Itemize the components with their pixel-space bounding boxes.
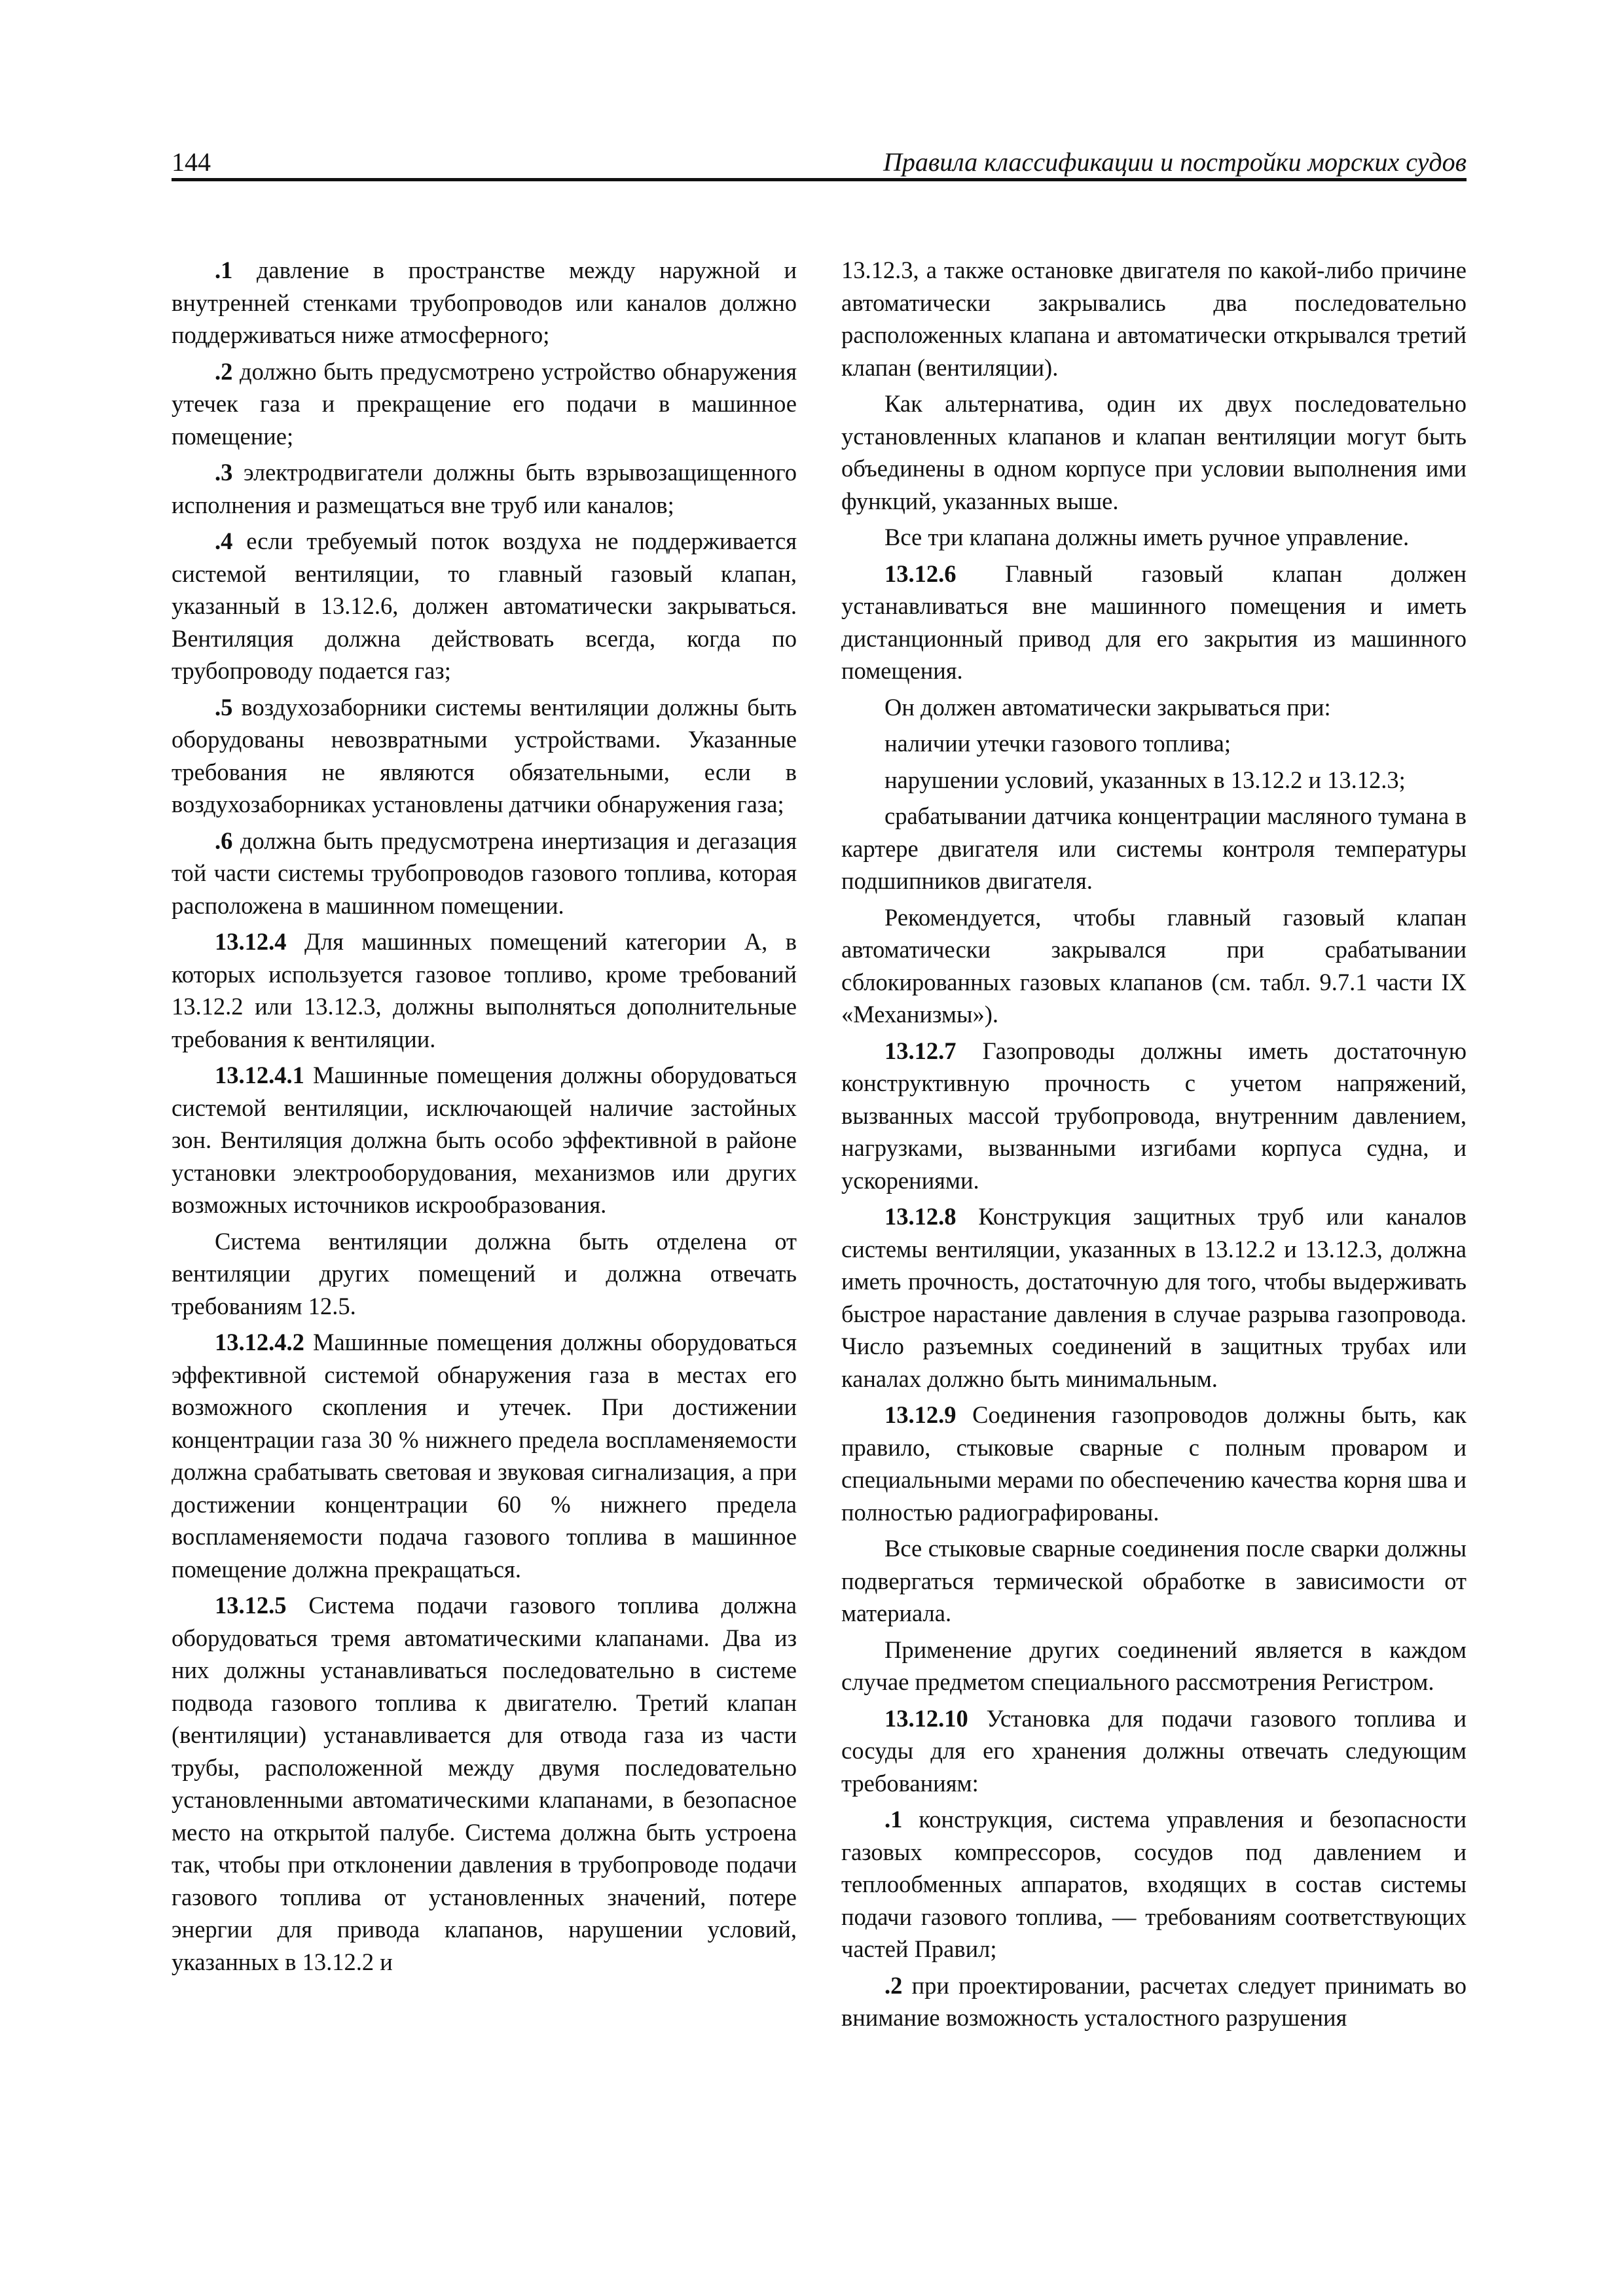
clause-number: .4: [215, 528, 233, 554]
paragraph-text: наличии утечки газового топлива;: [884, 730, 1231, 757]
clause-number: .3: [215, 459, 233, 486]
clause-number: 13.12.4: [215, 928, 287, 955]
right-column: [841, 254, 1467, 2038]
paragraph: [841, 764, 1467, 797]
paragraph-text: срабатывании датчика концентрации масляного тумана в картере двигателя или системы контроля температуры подшипников двигателя.: [841, 802, 1467, 894]
paragraph: [172, 1326, 797, 1585]
paragraph: [172, 254, 797, 351]
paragraph: [172, 925, 797, 1055]
paragraph: [172, 355, 797, 453]
paragraph-text: Система вентиляции должна быть отделена от вентиляции других помещений и должна отвечать требованиям 12.5.: [172, 1227, 797, 1319]
paragraph-text: Установка для подачи газового топлива и сосуды для его хранения должны отвечать следующим требованиям:: [841, 1704, 1467, 1797]
clause-number: 13.12.9: [884, 1401, 957, 1428]
paragraph-text: должно быть предусмотрено устройство обнаружения утечек газа и прекращение его подачи в машинное помещение;: [172, 357, 797, 450]
paragraph: [841, 387, 1467, 517]
running-title: Правила классификации и постройки морских судов: [883, 147, 1467, 177]
paragraph-text: Все три клапана должны иметь ручное управление.: [884, 524, 1410, 550]
paragraph-text: при проектировании, расчетах следует принимать во внимание возможность усталостного разрушения: [841, 1971, 1467, 2031]
paragraph-text: Все стыковые сварные соединения после сварки должны подвергаться термической обработке в зависимости от материала.: [841, 1535, 1467, 1626]
clause-number: .2: [884, 1971, 903, 1999]
clause-number: 13.12.4.1: [215, 1062, 304, 1088]
paragraph: [841, 901, 1467, 1031]
paragraph-text: Машинные помещения должны оборудоваться системой вентиляции, исключающей наличие застойных зон. Вентиляция должна быть особо эффективной в районе установки электрооборудования, механизмов или других возможных источников искрообразования.: [172, 1062, 797, 1218]
paragraph: [172, 1225, 797, 1323]
paragraph: [841, 691, 1467, 724]
paragraph: [841, 1399, 1467, 1528]
paragraph: [172, 1059, 797, 1221]
paragraph: [172, 1589, 797, 1978]
running-header: [172, 145, 1467, 179]
clause-number: .5: [215, 693, 233, 721]
paragraph: [841, 1532, 1467, 1630]
clause-number: .1: [884, 1806, 903, 1833]
paragraph: [841, 1702, 1467, 1800]
paragraph: [172, 525, 797, 687]
paragraph-text: конструкция, система управления и безопасности газовых компрессоров, сосудов под давлением и теплообменных аппаратов, входящих в состав системы подачи газового топлива, — требованиям соответствующих частей Правил;: [841, 1806, 1467, 1962]
paragraph-text: если требуемый поток воздуха не поддерживается системой вентиляции, то главный газовый клапан, указанный в 13.12.6, должен автоматически закрываться. Вентиляция должна действовать всегда, когда по трубопроводу подается газ;: [172, 528, 797, 684]
paragraph-text: должна быть предусмотрена инертизация и дегазация той части системы трубопроводов газового топлива, которая расположена в машинном помещении.: [172, 827, 797, 919]
paragraph-text: Рекомендуется, чтобы главный газовый клапан автоматически закрывался при срабатывании сблокированных газовых клапанов (см. табл. 9.7.1 части IX «Механизмы»).: [841, 903, 1467, 1028]
paragraph: [841, 1200, 1467, 1395]
paragraph: [841, 1634, 1467, 1698]
paragraph-text: воздухозаборники системы вентиляции должны быть оборудованы невозвратными устройствами. Указанные требования не являются обязательными, если в воздухозаборниках установлены датчики обнаружения газа;: [172, 693, 797, 817]
paragraph: [841, 1803, 1467, 1965]
paragraph-text: Система подачи газового топлива должна оборудоваться тремя автоматическими клапанами. Два из них должны устанавливаться последовательно в системе подвода газового топлива к двигателю. Третий клапан (вентиляции) устанавливается для отвода газа из части трубы, расположенной между двумя последовательно установленными автоматическими клапанами, в безопасное место на открытой палубе. Система должна быть устроена так, чтобы при отклонении давления в трубопроводе подачи газового топлива от установленных значений, потере энергии для привода клапанов, нарушении условий, указанных в 13.12.2 и: [172, 1592, 797, 1975]
paragraph-text: Как альтернатива, один их двух последовательно установленных клапанов и клапан вентиляции могут быть объединены в одном корпусе при условии выполнения ими функций, указанных выше.: [841, 390, 1467, 514]
clause-number: 13.12.5: [215, 1592, 287, 1619]
clause-number: 13.12.8: [884, 1203, 957, 1230]
paragraph: [841, 800, 1467, 897]
page-number: 144: [172, 147, 211, 177]
clause-number: 13.12.10: [884, 1704, 968, 1732]
paragraph-text: Соединения газопроводов должны быть, как правило, стыковые сварные с полным проваром и специальными мерами по обеспечению качества корня шва и полностью радиографированы.: [841, 1401, 1467, 1526]
paragraph-text: давление в пространстве между наружной и внутренней стенками трубопроводов или каналов должно поддерживаться ниже атмосферного;: [172, 257, 797, 348]
paragraph: [841, 1035, 1467, 1197]
paragraph: [841, 254, 1467, 384]
paragraph: [841, 727, 1467, 760]
paragraph: [841, 521, 1467, 554]
paragraph-text: Применение других соединений является в каждом случае предметом специального рассмотрения Регистром.: [841, 1636, 1467, 1695]
paragraph-text: Для машинных помещений категории А, в которых используется газовое топливо, кроме требований 13.12.2 или 13.12.3, должны выполняться дополнительные требования к вентиляции.: [172, 928, 797, 1052]
paragraph-text: Он должен автоматически закрываться при:: [884, 693, 1331, 721]
header-rule: [172, 178, 1467, 181]
paragraph: [841, 1969, 1467, 2034]
paragraph: [172, 691, 797, 821]
paragraph-text: нарушении условий, указанных в 13.12.2 и 13.12.3;: [884, 766, 1406, 793]
clause-number: .1: [215, 257, 233, 283]
clause-number: 13.12.7: [884, 1037, 957, 1064]
clause-number: .6: [215, 827, 233, 854]
paragraph-text: 13.12.3, а также остановке двигателя по какой-либо причине автоматически закрывались два последовательно расположенных клапана и автоматически открывался третий клапан (вентиляции).: [841, 257, 1467, 381]
paragraph-text: Газопроводы должны иметь достаточную конструктивную прочность с учетом напряжений, вызванных массой трубопровода, внутренним давлением, нагрузками, вызванными изгибами корпуса судна, и ускорениями.: [841, 1037, 1467, 1194]
clause-number: 13.12.6: [884, 560, 957, 587]
clause-number: .2: [215, 357, 233, 385]
clause-number: 13.12.4.2: [215, 1329, 304, 1355]
paragraph-text: Главный газовый клапан должен устанавливаться вне машинного помещения и иметь дистанционный привод для его закрытия из машинного помещения.: [841, 560, 1467, 684]
paragraph: [172, 456, 797, 521]
paragraph-text: электродвигатели должны быть взрывозащищенного исполнения и размещаться вне труб или каналов;: [172, 459, 797, 518]
left-column: [172, 254, 797, 1982]
paragraph: [172, 825, 797, 922]
paragraph-text: Конструкция защитных труб или каналов системы вентиляции, указанных в 13.12.2 и 13.12.3, должна иметь прочность, достаточную для того, чтобы выдерживать быстрое нарастание давления в случае разрыва газопровода. Число разъемных соединений в защитных трубах или каналах должно быть минимальным.: [841, 1203, 1467, 1392]
paragraph-text: Машинные помещения должны оборудоваться эффективной системой обнаружения газа в местах его возможного скопления и утечек. При достижении концентрации газа 30 % нижнего предела воспламеняемости должна срабатывать световая и звуковая сигнализация, а при достижении концентрации 60 % нижнего предела воспламеняемости подача газового топлива в машинное помещение должна прекращаться.: [172, 1329, 797, 1583]
paragraph: [841, 558, 1467, 687]
